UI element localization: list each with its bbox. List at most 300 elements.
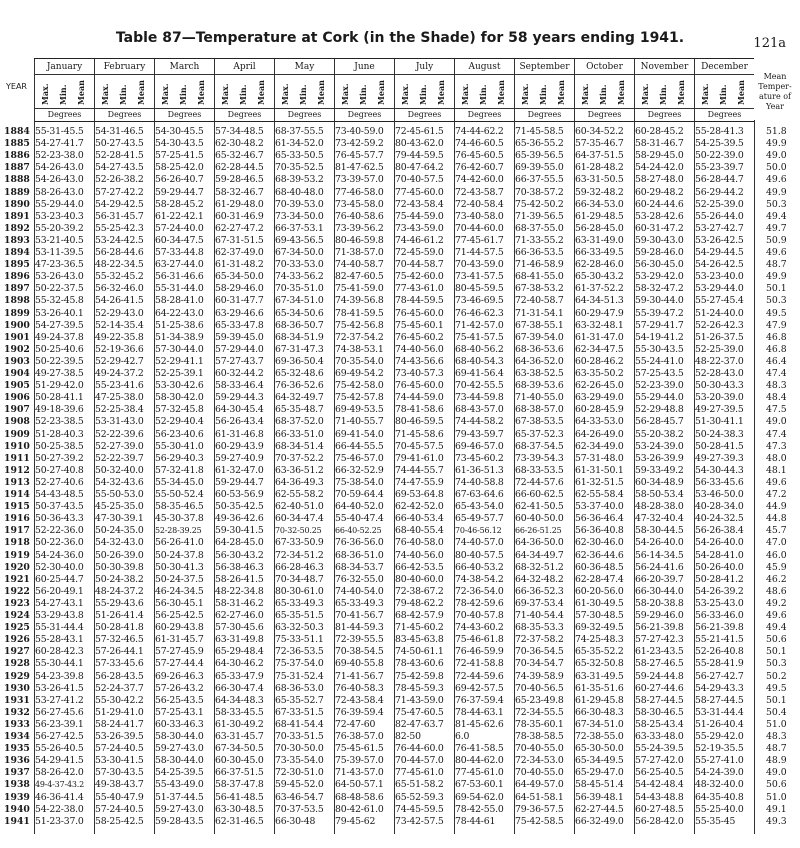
month-value-cell: 52-27-39.0 bbox=[95, 440, 144, 452]
sub-label: Mean bbox=[136, 80, 146, 105]
month-value-cell: 68-41-54.4 bbox=[275, 718, 324, 730]
month-value-cell: 70-35-51.0 bbox=[275, 283, 324, 295]
month-value-cell: 65-52-59.3 bbox=[395, 791, 444, 803]
month-value-cell: 65-35-52.7 bbox=[275, 694, 324, 706]
annual-mean-cell: 44.9 bbox=[766, 501, 787, 513]
annual-mean-cell: 45.9 bbox=[766, 561, 787, 573]
month-value-cell: 50-28-41.8 bbox=[95, 622, 144, 634]
annual-mean-cell: 48.3 bbox=[766, 731, 787, 742]
month-value-cell: 46-24-34.5 bbox=[155, 585, 204, 597]
month-value-cell: 56-33-46.0 bbox=[695, 610, 744, 621]
sub-label: Min. bbox=[718, 84, 728, 105]
month-value-cell: 60-30-45.0 bbox=[215, 755, 264, 767]
month-value-cell: 76-36-52.6 bbox=[275, 380, 324, 392]
degrees-label: Degrees bbox=[95, 108, 154, 119]
month-value-cell: 75-39-57.0 bbox=[335, 755, 384, 767]
month-value-cell: 56-14-34.5 bbox=[635, 549, 684, 561]
table-row bbox=[0, 525, 800, 537]
month-value-cell: 78-41-59.5 bbox=[335, 307, 384, 319]
month-value-cell: 54-19-41.2 bbox=[635, 331, 684, 343]
year-cell: 1931 bbox=[4, 694, 30, 706]
annual-mean-cell: 49.4 bbox=[766, 210, 787, 222]
month-value-cell: 57-25-41.5 bbox=[155, 150, 204, 162]
month-value-cell: 55-30-44.1 bbox=[35, 658, 84, 670]
month-value-cell: 59-27-40.9 bbox=[215, 452, 264, 464]
month-value-cell: 68-34-51.4 bbox=[275, 440, 324, 452]
annual-mean-cell: 47.4 bbox=[766, 368, 787, 379]
month-value-cell: 63-31-49.5 bbox=[575, 670, 624, 682]
month-value-cell: 61-35-51.6 bbox=[575, 682, 624, 694]
month-value-cell: 74-40-54.0 bbox=[335, 585, 384, 597]
annual-mean-cell: 51.0 bbox=[766, 791, 787, 803]
month-value-cell: 56-38-46.3 bbox=[215, 561, 264, 573]
degrees-label: Degrees bbox=[695, 108, 754, 119]
month-value-cell: 64-37-51.5 bbox=[575, 150, 624, 162]
annual-mean-cell: 50.6 bbox=[766, 779, 787, 791]
month-value-cell: 54-22-38.0 bbox=[35, 803, 84, 815]
month-value-cell: 63-31-49.0 bbox=[575, 234, 624, 246]
month-value-cell: 56-30-43.2 bbox=[215, 549, 264, 561]
month-value-cell: 58-25-43.4 bbox=[635, 718, 684, 730]
month-value-cell: 59-27-43.0 bbox=[155, 803, 204, 815]
annual-mean-cell: 46.0 bbox=[766, 549, 787, 561]
month-value-cell: 55-34-45.0 bbox=[155, 476, 204, 488]
annual-mean-cell: 49.9 bbox=[766, 271, 787, 283]
column-divider bbox=[214, 120, 215, 834]
month-value-cell: 66-36-53.5 bbox=[515, 247, 564, 258]
month-value-cell: 59-28-46.0 bbox=[635, 247, 684, 258]
month-value-cell: 57-26-43.2 bbox=[155, 682, 204, 694]
month-value-cell: 58-26-42.0 bbox=[35, 767, 84, 779]
month-value-cell: 78-43-60.6 bbox=[395, 658, 444, 670]
year-cell: 1894 bbox=[4, 247, 30, 258]
month-value-cell: 69-41-54.0 bbox=[335, 428, 384, 440]
month-value-cell: 52-29-42.7 bbox=[95, 355, 144, 367]
month-value-cell: 67-63-64.6 bbox=[455, 489, 504, 500]
month-value-cell: 61-36-51.3 bbox=[455, 464, 504, 476]
month-value-cell: 57-27-42.2 bbox=[95, 186, 144, 198]
month-header-row bbox=[34, 58, 754, 122]
month-value-cell: 48-28-38.0 bbox=[635, 501, 684, 513]
month-value-cell: 48-22-34.8 bbox=[215, 585, 264, 597]
month-value-cell: 75-47-60.5 bbox=[395, 706, 444, 718]
month-value-cell: 58-30-44.0 bbox=[155, 731, 204, 742]
sub-label: Max. bbox=[220, 83, 230, 105]
table-row bbox=[0, 562, 800, 574]
month-value-cell: 52-29-40.4 bbox=[155, 416, 204, 428]
month-value-cell: 62-26-45.0 bbox=[575, 380, 624, 392]
month-value-cell: 58-37-47.8 bbox=[215, 779, 264, 791]
month-value-cell: 49-38-43.7 bbox=[95, 779, 144, 791]
month-value-cell: 53-23-40.0 bbox=[695, 271, 744, 283]
year-cell: 1927 bbox=[4, 646, 30, 658]
month-value-cell: 71-40-55.0 bbox=[515, 392, 564, 404]
month-header-september bbox=[514, 59, 574, 121]
month-value-cell: 75-45-60.1 bbox=[395, 319, 444, 331]
month-value-cell: 65-34-50.6 bbox=[275, 307, 324, 319]
month-value-cell: 58-28-41.0 bbox=[155, 295, 204, 307]
month-value-cell: 65-33-47.9 bbox=[215, 670, 264, 682]
annual-mean-cell: 49.6 bbox=[766, 610, 787, 621]
month-value-cell: 59-27-43.0 bbox=[155, 743, 204, 755]
month-value-cell: 72-34-55.5 bbox=[515, 706, 564, 718]
year-cell: 1893 bbox=[4, 234, 30, 246]
month-value-cell: 62-27-47.2 bbox=[215, 222, 264, 234]
month-value-cell: 75-42-59.8 bbox=[395, 670, 444, 682]
month-value-cell: 53-28-42.6 bbox=[635, 210, 684, 222]
month-value-cell: 57-27-42.3 bbox=[635, 634, 684, 646]
sub-label: Mean bbox=[256, 80, 266, 105]
month-value-cell: 52-28-39.25 bbox=[155, 526, 202, 536]
year-cell: 1896 bbox=[4, 271, 30, 283]
year-cell: 1890 bbox=[4, 198, 30, 210]
month-value-cell: 56-32-46.0 bbox=[95, 283, 144, 295]
year-cell: 1917 bbox=[4, 525, 30, 537]
month-value-cell: 74-46-60.5 bbox=[455, 138, 504, 150]
table-row bbox=[0, 537, 800, 549]
month-value-cell: 63-35-50.2 bbox=[575, 368, 624, 379]
month-value-cell: 74-45-59.5 bbox=[395, 803, 444, 815]
table-row bbox=[0, 767, 800, 779]
month-value-cell: 72-34-51.2 bbox=[275, 549, 324, 561]
month-value-cell: 67-31-47.3 bbox=[275, 343, 324, 355]
year-cell: 1905 bbox=[4, 380, 30, 392]
month-value-cell: 58-27-44.5 bbox=[695, 694, 744, 706]
month-value-cell: 65-35-48.7 bbox=[275, 404, 324, 416]
month-value-cell: 67-38-53.2 bbox=[515, 283, 564, 295]
table-row bbox=[0, 332, 800, 344]
year-cell: 1892 bbox=[4, 222, 30, 234]
month-value-cell: 66-36-52.3 bbox=[515, 585, 564, 597]
month-value-cell: 68-42-57.9 bbox=[395, 610, 444, 621]
year-cell: 1884 bbox=[4, 126, 30, 137]
month-value-cell: 69-32-49.5 bbox=[575, 622, 624, 634]
month-value-cell: 51-29-42.0 bbox=[35, 380, 84, 392]
month-value-cell: 57-29-44.0 bbox=[215, 343, 264, 355]
annual-mean-cell: 49.9 bbox=[766, 186, 787, 198]
month-value-cell: 54-26-42.5 bbox=[695, 259, 744, 271]
sub-label: Min. bbox=[598, 84, 608, 105]
month-value-cell: 52-29-48.8 bbox=[635, 404, 684, 416]
month-value-cell: 71-44-57.5 bbox=[455, 247, 504, 258]
sub-label: Max. bbox=[580, 83, 590, 105]
month-value-cell: 59-32-48.2 bbox=[575, 186, 624, 198]
month-value-cell: 55-27-41.0 bbox=[695, 755, 744, 767]
month-value-cell: 75-42-57.8 bbox=[335, 392, 384, 404]
month-value-cell: 81-47-62.5 bbox=[335, 162, 384, 174]
table-row bbox=[0, 380, 800, 392]
annual-mean-cell: 48.1 bbox=[766, 464, 787, 476]
month-value-cell: 60-34-52.2 bbox=[575, 126, 624, 137]
month-value-cell: 65-30-43.2 bbox=[575, 271, 624, 283]
month-name: June bbox=[335, 61, 394, 75]
year-cell: 1939 bbox=[4, 791, 30, 803]
year-cell: 1929 bbox=[4, 670, 30, 682]
month-value-cell: 75-38-54.0 bbox=[335, 476, 384, 488]
month-value-cell: 76-41-58.5 bbox=[455, 743, 504, 755]
month-value-cell: 54-27-43.1 bbox=[35, 597, 84, 609]
month-value-cell: 60-28-45.2 bbox=[635, 126, 684, 137]
column-divider bbox=[274, 120, 275, 834]
month-value-cell: 72-41-58.8 bbox=[455, 658, 504, 670]
annual-mean-cell: 50.3 bbox=[766, 658, 787, 670]
month-value-cell: 56-26-43.4 bbox=[215, 416, 264, 428]
month-value-cell: 56-29-40.3 bbox=[155, 452, 204, 464]
month-value-cell: 55-30-43.5 bbox=[635, 343, 684, 355]
table-row bbox=[0, 671, 800, 683]
degrees-label: Degrees bbox=[575, 108, 634, 119]
month-value-cell: 47-25-38.0 bbox=[95, 392, 144, 404]
month-value-cell: 78-44-59.5 bbox=[395, 295, 444, 307]
month-value-cell: 55-29-44.0 bbox=[35, 198, 84, 210]
month-value-cell: 62-37-49.0 bbox=[215, 247, 264, 258]
year-cell: 1930 bbox=[4, 682, 30, 694]
month-value-cell: 76-45-60.5 bbox=[455, 150, 504, 162]
month-value-cell: 65-33-47.8 bbox=[215, 319, 264, 331]
month-value-cell: 71-40-55.7 bbox=[335, 416, 384, 428]
month-value-cell: 58-33-45.5 bbox=[215, 706, 264, 718]
table-row bbox=[0, 404, 800, 416]
month-value-cell: 63-32-50.3 bbox=[275, 622, 324, 634]
month-value-cell: 58-30-44.0 bbox=[155, 755, 204, 767]
month-value-cell: 58-45-51.4 bbox=[575, 779, 624, 791]
month-value-cell: 78-42-59.6 bbox=[455, 597, 504, 609]
annual-mean-header: Mean Temper- ature of Year bbox=[758, 72, 792, 111]
month-value-cell: 74-44-55.7 bbox=[395, 464, 444, 476]
month-value-cell: 47-23-36.5 bbox=[35, 259, 84, 271]
month-value-cell: 66-28-46.3 bbox=[275, 561, 324, 573]
month-value-cell: 65-23-49.8 bbox=[515, 694, 564, 706]
year-cell: 1889 bbox=[4, 186, 30, 198]
month-value-cell: 71-39-56.5 bbox=[515, 210, 564, 222]
month-value-cell: 80-40-57.5 bbox=[455, 549, 504, 561]
month-value-cell: 55-25-40.0 bbox=[695, 803, 744, 815]
month-value-cell: 63-46-54.7 bbox=[275, 791, 324, 803]
month-value-cell: 66-37-55.5 bbox=[515, 174, 564, 186]
month-value-cell: 70-39-53.0 bbox=[275, 198, 324, 210]
month-value-cell: 57-27-42.0 bbox=[635, 755, 684, 767]
sub-label: Max. bbox=[700, 83, 710, 105]
month-value-cell: 52-30-40.0 bbox=[35, 561, 84, 573]
annual-mean-cell: 49.1 bbox=[766, 803, 787, 815]
month-value-cell: 58-26-43.0 bbox=[35, 186, 84, 198]
month-value-cell: 76-38-57.0 bbox=[335, 731, 384, 742]
month-value-cell: 55-20-38.2 bbox=[635, 428, 684, 440]
month-value-cell: 79-44-59.5 bbox=[395, 150, 444, 162]
month-value-cell: 52-26-40.8 bbox=[695, 646, 744, 658]
table-row bbox=[0, 308, 800, 320]
month-value-cell: 56-28-45.7 bbox=[635, 416, 684, 428]
month-value-cell: 56-23-40.6 bbox=[155, 428, 204, 440]
month-value-cell: 63-31-45.7 bbox=[215, 731, 264, 742]
column-divider bbox=[394, 120, 395, 834]
month-value-cell: 73-45-60.2 bbox=[455, 452, 504, 464]
year-cell: 1936 bbox=[4, 755, 30, 767]
month-value-cell: 56-33-45.6 bbox=[695, 476, 744, 488]
month-value-cell: 72-45-61.5 bbox=[395, 126, 444, 137]
month-value-cell: 58-30-42.0 bbox=[155, 392, 204, 404]
year-cell: 1925 bbox=[4, 622, 30, 634]
month-value-cell: 74-44-62.2 bbox=[455, 126, 504, 137]
month-value-cell: 74-38-54.2 bbox=[455, 573, 504, 585]
month-value-cell: 64-36-49.3 bbox=[275, 476, 324, 488]
month-value-cell: 79-41-61.0 bbox=[395, 452, 444, 464]
year-cell: 1898 bbox=[4, 295, 30, 307]
month-value-cell: 59-45-52.0 bbox=[275, 779, 324, 791]
month-value-cell: 81-44-59.3 bbox=[335, 622, 384, 634]
month-value-cell: 56-27-45.6 bbox=[35, 706, 84, 718]
month-value-cell: 52-23-38.0 bbox=[35, 150, 84, 162]
month-value-cell: 51-26-41.4 bbox=[95, 610, 144, 621]
month-value-cell: 57-29-41.7 bbox=[635, 319, 684, 331]
month-value-cell: 74-44-59.0 bbox=[395, 392, 444, 404]
month-name: April bbox=[215, 61, 274, 75]
month-value-cell: 69-49-54.2 bbox=[335, 368, 384, 379]
year-cell: 1899 bbox=[4, 307, 30, 319]
month-value-cell: 71-43-59.0 bbox=[395, 694, 444, 706]
month-value-cell: 52-28-43.0 bbox=[695, 368, 744, 379]
month-value-cell: 55-24-39.5 bbox=[635, 743, 684, 755]
month-value-cell: 65-30-50.0 bbox=[575, 743, 624, 755]
month-value-cell: 75-44-59.0 bbox=[395, 210, 444, 222]
month-value-cell: 55-25-42.3 bbox=[95, 222, 144, 234]
month-value-cell: 50-28-41.1 bbox=[35, 392, 84, 404]
annual-mean-cell: 49.2 bbox=[766, 597, 787, 609]
month-value-cell: 48-32-40.0 bbox=[695, 779, 744, 791]
month-value-cell: 60-32-44.2 bbox=[215, 368, 264, 379]
month-value-cell: 62-30-48.2 bbox=[215, 138, 264, 150]
year-cell: 1886 bbox=[4, 150, 30, 162]
table-row bbox=[0, 368, 800, 380]
month-value-cell: 65-43-54.0 bbox=[455, 501, 504, 513]
month-value-cell: 62-34-47.5 bbox=[575, 343, 624, 355]
month-value-cell: 57-33-44.8 bbox=[155, 247, 204, 258]
month-value-cell: 55-31-44.0 bbox=[155, 283, 204, 295]
annual-mean-cell: 44.8 bbox=[766, 513, 787, 525]
month-value-cell: 49-27-38.5 bbox=[35, 368, 84, 379]
year-cell: 1919 bbox=[4, 549, 30, 561]
month-value-cell: 57-27-44.4 bbox=[155, 658, 204, 670]
month-value-cell: 76-40-58.6 bbox=[335, 210, 384, 222]
table-row bbox=[0, 465, 800, 477]
month-value-cell: 72-45-59.0 bbox=[395, 247, 444, 258]
month-value-cell: 70-35-54.0 bbox=[335, 355, 384, 367]
annual-mean-cell: 46.4 bbox=[766, 355, 787, 367]
month-value-cell: 55-20-39.2 bbox=[35, 222, 84, 234]
sub-label: Max. bbox=[400, 83, 410, 105]
month-value-cell: 50-30-39.8 bbox=[95, 561, 144, 573]
month-value-cell: 74-40-56.0 bbox=[395, 343, 444, 355]
month-value-cell: 62-28-47.4 bbox=[575, 573, 624, 585]
month-value-cell: 60-29-43.9 bbox=[215, 440, 264, 452]
month-value-cell: 52-23-38.5 bbox=[35, 416, 84, 428]
month-value-cell: 51-30-41.1 bbox=[695, 416, 744, 428]
month-value-cell: 57-30-45.6 bbox=[215, 622, 264, 634]
month-value-cell: 62-28-46.0 bbox=[575, 259, 624, 271]
month-value-cell: 53-26-40.1 bbox=[35, 307, 84, 319]
month-value-cell: 62-34-49.0 bbox=[575, 440, 624, 452]
month-value-cell: 52-22-39.6 bbox=[95, 428, 144, 440]
month-value-cell: 53-31-44.4 bbox=[695, 706, 744, 718]
sub-label: Min. bbox=[538, 84, 548, 105]
month-value-cell: 58-25-42.5 bbox=[95, 815, 144, 827]
month-value-cell: 70-40-57.5 bbox=[395, 174, 444, 186]
month-value-cell: 73-42-59.2 bbox=[335, 138, 384, 150]
month-value-cell: 79-45-62 bbox=[335, 815, 376, 827]
annual-mean-cell: 49.5 bbox=[766, 682, 787, 694]
month-value-cell: 65-35-51.5 bbox=[275, 610, 324, 621]
month-value-cell: 52-14-35.4 bbox=[95, 319, 144, 331]
annual-mean-cell: 46.2 bbox=[766, 573, 787, 585]
table-row bbox=[0, 779, 800, 791]
month-value-cell: 53-11-39.5 bbox=[35, 247, 84, 258]
month-value-cell: 61-37-52.2 bbox=[575, 283, 624, 295]
month-value-cell: 67-53-60.1 bbox=[455, 779, 504, 791]
month-value-cell: 73-35-54.0 bbox=[275, 755, 324, 767]
month-value-cell: 54-24-42.0 bbox=[635, 162, 684, 174]
month-value-cell: 71-41-56.7 bbox=[335, 670, 384, 682]
month-value-cell: 65-32-50.8 bbox=[575, 658, 624, 670]
month-value-cell: 60-36-48.5 bbox=[575, 561, 624, 573]
month-value-cell: 54-32-43.6 bbox=[95, 476, 144, 488]
month-value-cell: 70-40-57.8 bbox=[455, 610, 504, 621]
month-value-cell: 73-39-54.3 bbox=[515, 452, 564, 464]
sub-label: Mean bbox=[436, 80, 446, 105]
month-value-cell: 52-28-41.5 bbox=[95, 150, 144, 162]
month-value-cell: 68-37-52.0 bbox=[275, 416, 324, 428]
month-value-cell: 54-43-48.5 bbox=[35, 489, 84, 500]
month-value-cell: 56-30-45.1 bbox=[155, 597, 204, 609]
month-value-cell: 70-30-50.0 bbox=[275, 743, 324, 755]
sub-label: Max. bbox=[460, 83, 470, 105]
month-value-cell: 67-38-55.1 bbox=[515, 319, 564, 331]
month-value-cell: 51-26-40.4 bbox=[695, 718, 744, 730]
month-value-cell: 60-34-47.5 bbox=[155, 234, 204, 246]
month-value-cell: 61-29-45.8 bbox=[575, 694, 624, 706]
table-row bbox=[0, 646, 800, 658]
month-value-cell: 70-37-52.2 bbox=[275, 452, 324, 464]
month-value-cell: 66-40-52.25 bbox=[335, 526, 382, 536]
month-value-cell: 54-32-43.0 bbox=[95, 537, 144, 549]
month-value-cell: 64-35-40.8 bbox=[695, 791, 744, 803]
month-value-cell: 70-38-54.5 bbox=[335, 646, 384, 658]
annual-mean-cell: 50.2 bbox=[766, 670, 787, 682]
annual-mean-cell: 50.0 bbox=[766, 162, 787, 174]
month-value-cell: 50-24-38.2 bbox=[95, 573, 144, 585]
month-value-cell: 54-29-42.5 bbox=[95, 198, 144, 210]
month-value-cell: 76-45-60.0 bbox=[395, 380, 444, 392]
year-cell: 1912 bbox=[4, 464, 30, 476]
month-value-cell: 67-34-50.0 bbox=[275, 247, 324, 258]
month-value-cell: 63-36-51.2 bbox=[275, 464, 324, 476]
annual-mean-cell: 48.4 bbox=[766, 392, 787, 404]
month-value-cell: 77-45-60.0 bbox=[395, 186, 444, 198]
month-value-cell: 50-25-40.6 bbox=[35, 343, 84, 355]
month-value-cell: 76-46-62.3 bbox=[455, 307, 504, 319]
sub-label: Min. bbox=[178, 84, 188, 105]
month-value-cell: 55-35-45 bbox=[695, 815, 736, 827]
column-divider bbox=[334, 120, 335, 834]
month-name: November bbox=[635, 61, 694, 75]
month-value-cell: 54-27-41.7 bbox=[35, 138, 84, 150]
month-value-cell: 62-27-44.5 bbox=[575, 803, 624, 815]
column-divider bbox=[514, 120, 515, 834]
month-header-december bbox=[694, 59, 754, 121]
month-value-cell: 73-44-59.8 bbox=[455, 392, 504, 404]
month-value-cell: 74-50-61.1 bbox=[395, 646, 444, 658]
month-value-cell: 74-46-61.2 bbox=[395, 234, 444, 246]
month-value-cell: 56-28-43.5 bbox=[95, 670, 144, 682]
